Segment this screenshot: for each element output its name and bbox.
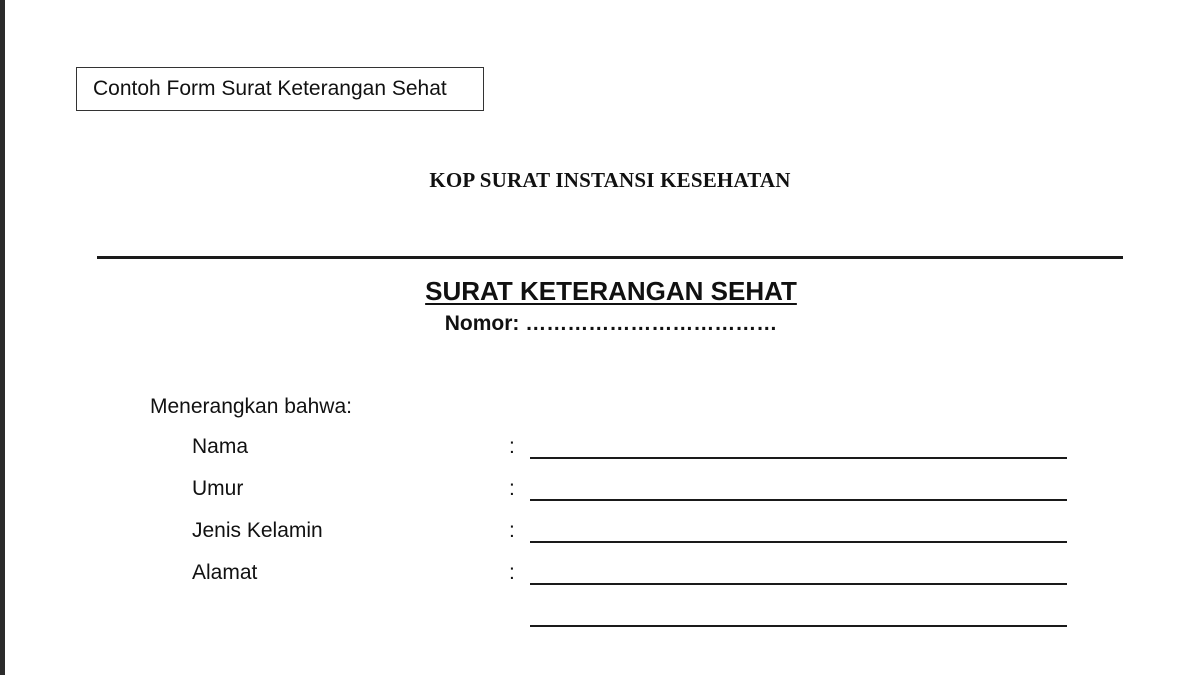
document-number: Nomor: ……………………………… (444, 312, 778, 335)
field-label-alamat: Alamat (192, 561, 258, 584)
field-label-nama: Nama (192, 435, 249, 458)
field-label-umur: Umur (192, 477, 244, 500)
page-left-edge (0, 0, 5, 675)
field-label-jenis-kelamin: Jenis Kelamin (192, 519, 323, 542)
field-colon: : (509, 477, 515, 500)
field-colon: : (509, 561, 515, 584)
letterhead-text: KOP SURAT INSTANSI KESEHATAN (429, 168, 791, 192)
field-line-nama (530, 457, 1067, 459)
document-title: SURAT KETERANGAN SEHAT (425, 276, 797, 306)
field-line-jenis-kelamin (530, 541, 1067, 543)
field-line-alamat (530, 583, 1067, 585)
field-colon: : (509, 435, 515, 458)
intro-text: Menerangkan bahwa: (150, 395, 352, 418)
field-line-alamat-continued (530, 625, 1067, 627)
letterhead-divider (97, 256, 1123, 259)
field-line-umur (530, 499, 1067, 501)
field-colon: : (509, 519, 515, 542)
form-example-label: Contoh Form Surat Keterangan Sehat (76, 67, 484, 111)
